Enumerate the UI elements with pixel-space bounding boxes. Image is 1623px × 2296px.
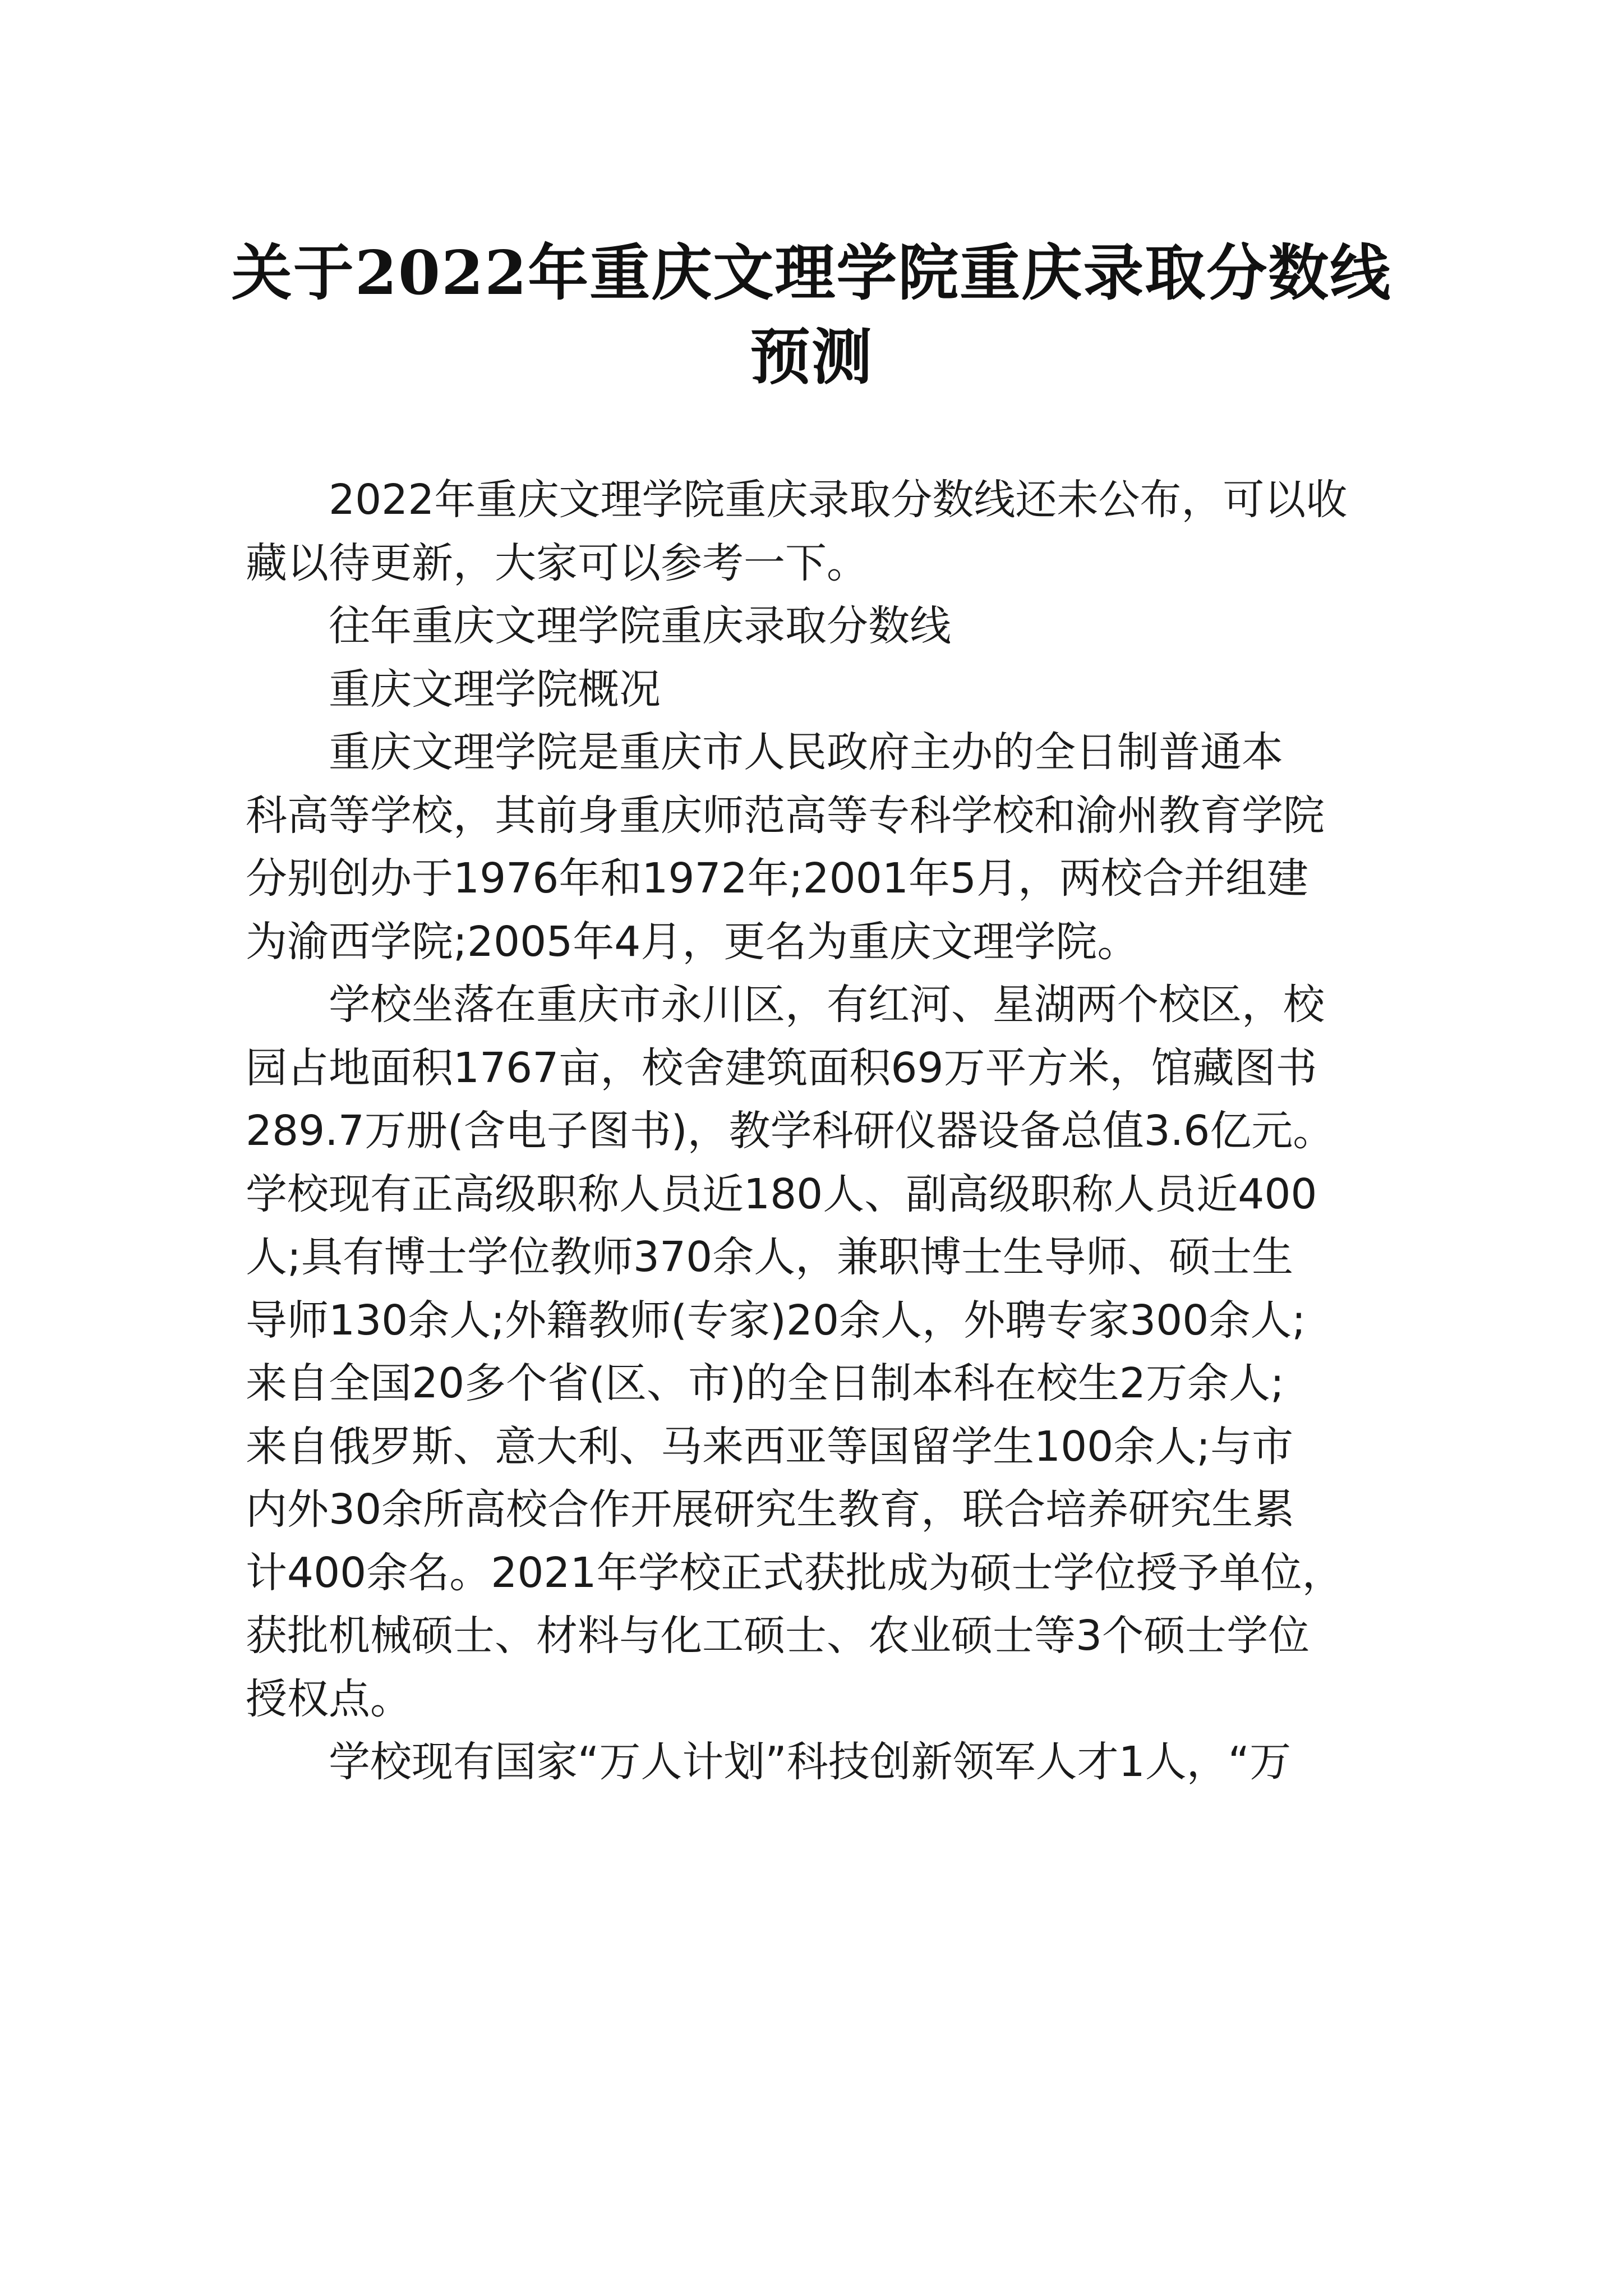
text-line: 园占地面积1767亩，校舍建筑面积69万平方米，馆藏图书 bbox=[246, 1043, 1317, 1092]
title-line-2: 预测 bbox=[749, 322, 873, 393]
text-line: 人;具有博士学位教师370余人，兼职博士生导师、硕士生 bbox=[246, 1233, 1294, 1281]
title-line-1: 关于2022年重庆文理学院重庆录取分数线 bbox=[231, 238, 1392, 309]
text-line: 来自全国20多个省(区、市)的全日制本科在校生2万余人; bbox=[246, 1359, 1284, 1407]
text-line: 学校现有正高级职称人员近180人、副高级职称人员近400 bbox=[246, 1170, 1317, 1218]
paragraph-heading-overview bbox=[246, 658, 1367, 721]
text-line: 289.7万册(含电子图书)，教学科研仪器设备总值3.6亿元。 bbox=[246, 1107, 1335, 1155]
text-line: 重庆文理学院是重庆市人民政府主办的全日制普通本 bbox=[329, 728, 1283, 776]
document-body bbox=[246, 468, 1367, 1794]
text-line: 2022年重庆文理学院重庆录取分数线还未公布，可以收 bbox=[329, 476, 1348, 524]
text-line: 藏以待更新，大家可以参考一下。 bbox=[246, 539, 868, 587]
text-line: 计400余名。2021年学校正式获批成为硕士学位授予单位， bbox=[246, 1548, 1344, 1597]
text-line: 获批机械硕士、材料与化工硕士、农业硕士等3个硕士学位 bbox=[246, 1612, 1310, 1660]
text-line: 导师130余人;外籍教师(专家)20余人，外聘专家300余人; bbox=[246, 1296, 1306, 1345]
paragraph-heading-past-scores bbox=[246, 595, 1367, 658]
text-line: 学校坐落在重庆市永川区，有红河、星湖两个校区，校 bbox=[329, 981, 1325, 1029]
text-line: 往年重庆文理学院重庆录取分数线 bbox=[329, 602, 951, 650]
text-line: 为渝西学院;2005年4月，更名为重庆文理学院。 bbox=[246, 917, 1139, 966]
paragraph-history bbox=[246, 721, 1367, 973]
document-title bbox=[196, 231, 1427, 399]
text-line: 来自俄罗斯、意大利、马来西亚等国留学生100余人;与市 bbox=[246, 1422, 1294, 1471]
paragraph-campus bbox=[246, 973, 1367, 1731]
text-line: 内外30余所高校合作开展研究生教育，联合培养研究生累 bbox=[246, 1485, 1295, 1534]
text-line: 授权点。 bbox=[246, 1674, 412, 1723]
text-line: 科高等学校，其前身重庆师范高等专科学校和渝州教育学院 bbox=[246, 791, 1325, 840]
paragraph-talent bbox=[246, 1731, 1367, 1794]
text-line: 学校现有国家“万人计划”科技创新领军人才1人，“万 bbox=[329, 1738, 1292, 1786]
paragraph-intro bbox=[246, 468, 1367, 595]
text-line: 分别创办于1976年和1972年;2001年5月，两校合并组建 bbox=[246, 854, 1308, 903]
text-line: 重庆文理学院概况 bbox=[329, 665, 661, 714]
